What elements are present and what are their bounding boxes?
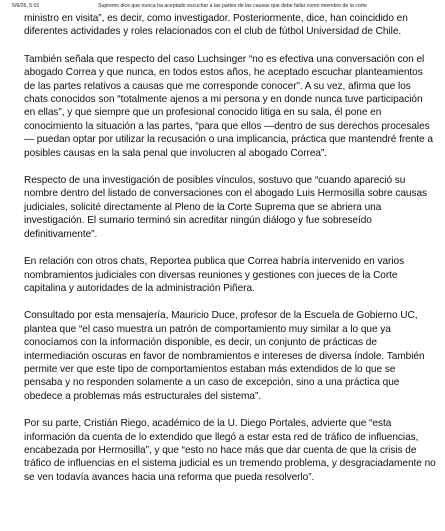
article-paragraph: Consultado por esta mensajería, Mauricio Duce, profesor de la Escuela de Gobierno UC, plantea que “el caso muestra un patrón de comportamiento muy similar a lo que ya conocíamos con la información disponible, es decir, un conjunto de prácticas de intermediación oscuras en favor de nombramientos e intereses de diversa índole. También permite ver que este tipo de comportamientos estaban más extendidos de lo que se pensaba y no responden solamente a un caso de excepción, sino a una práctica que obedece a problemas más estructurales del sistema”. (24, 310, 425, 402)
article-body (24, 12, 436, 498)
article-paragraph: También señala que respecto del caso Luchsinger “no es efectiva una conversación con el abogado Correa y que nunca, en todos estos años, he aceptado escuchar planteamientos de las partes relativos a causas que me corresponde conocer”. A su vez, afirma que los chats conocidos son “totalmente ajenos a mi persona y en donde nunca tuve participación en ellas”, y que siempre que un profesional conocido litiga en su sala, él pone en conocimiento la situación a las partes, “para que ellos —dentro de sus derechos procesales— puedan optar por utilizar la recusación o una implicancia, práctica que mantendré frente a posibles causas en la sala penal que involucren al abogado Correa”. (24, 53, 433, 159)
print-date: 5/6/26, 5:01 (12, 3, 40, 9)
article-paragraph: ministro en visita”, es decir, como investigador. Posteriormente, dice, han coincidido en diferentes actividades y roles relacionados con el club de fútbol Universidad de Chile. (24, 13, 408, 38)
article-paragraph: Respecto de una investigación de posibles vínculos, sostuvo que “cuando apareció su nombre dentro del listado de conversaciones con el abogado Luis Hermosilla sobre causas judiciales, solicité directamente al Pleno de la Corte Suprema que se abriera una investigación. El sumario terminó sin acreditar ningún diálogo y fue sobreseído definitivamente”. (24, 175, 428, 240)
article-paragraph: Por su parte, Cristián Riego, académico de la U. Diego Portales, advierte que “esta información da cuenta de lo extendido que llegó a estar esta red de tráfico de influencias, encabezada por Hermosilla”, y que “esto no hace más que dar cuenta de que la crisis de tráfico de influencias en el sistema judicial es un tremendo problema, y desgraciadamente no se ven todavía avances hacia una reforma que pueda resolverlo”. (24, 418, 436, 483)
article-paragraph: En relación con otros chats, Reportea publica que Correa habría intervenido en varios nombramientos judiciales con diversas reuniones y gestiones con jueces de la Corte capitalina y autoridades de la administración Piñera. (24, 256, 405, 294)
print-page-title: Supremo dice que nunca ha aceptado escuchar a las partes de las causas que debe fallar como miembro de la corte (98, 3, 367, 9)
